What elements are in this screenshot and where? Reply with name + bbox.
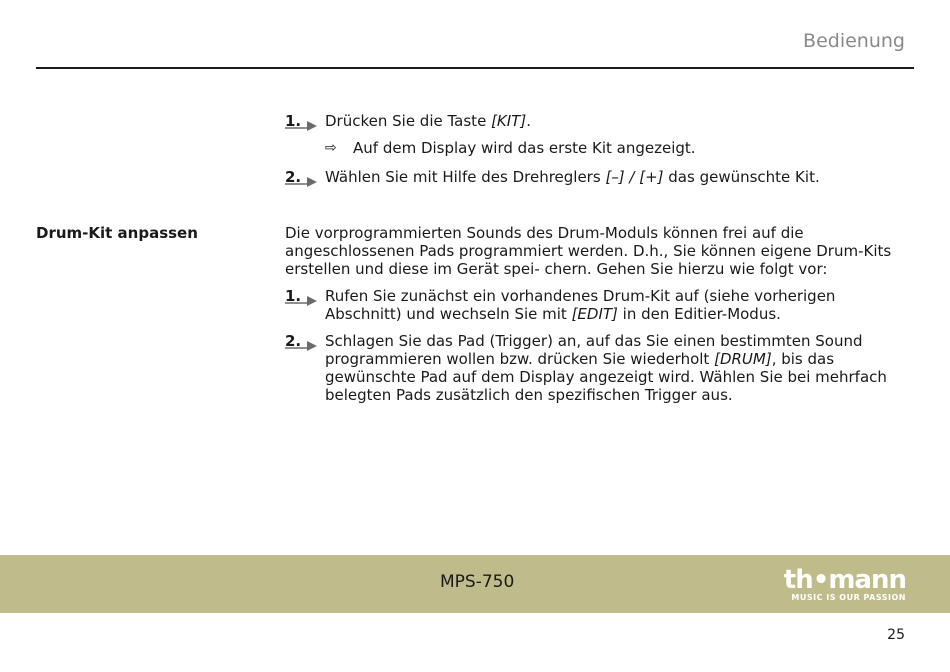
step-text: , bis das gewünschte Pad auf dem Display angezeigt wird. Wählen Sie bei mehrfach belegten Pads zusätzlich den spezifischen Trigger aus.: [325, 350, 887, 404]
section-heading: Drum-Kit anpassen: [36, 224, 198, 242]
step-text: Schlagen Sie das Pad (Trigger) an, auf das Sie einen bestimmten Sound programmieren wollen bzw. drücken Sie wiederholt: [325, 332, 863, 368]
step-text: Rufen Sie zunächst ein vorhandenes Drum-Kit auf (siehe vorherigen Abschnitt) und wechseln Sie mit: [325, 287, 836, 323]
step-arrow-icon: [285, 117, 317, 131]
key-label: [DRUM]: [714, 350, 772, 368]
step-item: [285, 112, 905, 130]
brand-wordmark: th•mann: [783, 565, 906, 595]
step-text: Drücken Sie die Taste: [325, 112, 492, 130]
step-arrow-icon: [285, 337, 317, 351]
step-arrow-icon: [285, 173, 317, 187]
key-label: [–] / [+]: [605, 168, 664, 186]
step-arrow-icon: [285, 292, 317, 306]
result-item: [325, 139, 905, 157]
model-name: MPS-750: [440, 572, 515, 592]
brand-logo: [784, 567, 906, 603]
step-text: das gewünschte Kit.: [663, 168, 820, 186]
page-number: 25: [887, 627, 905, 643]
step-number: 1.: [285, 287, 302, 305]
step-item: [285, 287, 905, 323]
step-item: [285, 332, 905, 404]
step-item: [285, 168, 905, 186]
step-text: in den Editier-Modus.: [617, 305, 781, 323]
key-label: [EDIT]: [571, 305, 618, 323]
brand-tagline: MUSIC IS OUR PASSION: [791, 593, 906, 602]
key-label: [KIT]: [491, 112, 527, 130]
section-paragraph: Die vorprogrammierten Sounds des Drum-Moduls können frei auf die angeschlossenen Pads programmiert werden. D.h., Sie können eigene Drum-Kits erstellen und diese im Gerät spei- chern. Gehen Sie hierzu wie folgt vor:: [285, 224, 892, 278]
result-text: Auf dem Display wird das erste Kit angezeigt.: [353, 139, 696, 157]
header-divider: [36, 67, 914, 69]
section-title: Bedienung: [803, 30, 905, 52]
step-number: 1.: [285, 112, 302, 130]
step-number: 2.: [285, 168, 302, 186]
step-text: Wählen Sie mit Hilfe des Drehreglers: [325, 168, 606, 186]
step-text: .: [526, 112, 531, 130]
result-arrow-icon: ⇨: [325, 140, 337, 156]
footer-band: [0, 555, 950, 613]
step-number: 2.: [285, 332, 302, 350]
